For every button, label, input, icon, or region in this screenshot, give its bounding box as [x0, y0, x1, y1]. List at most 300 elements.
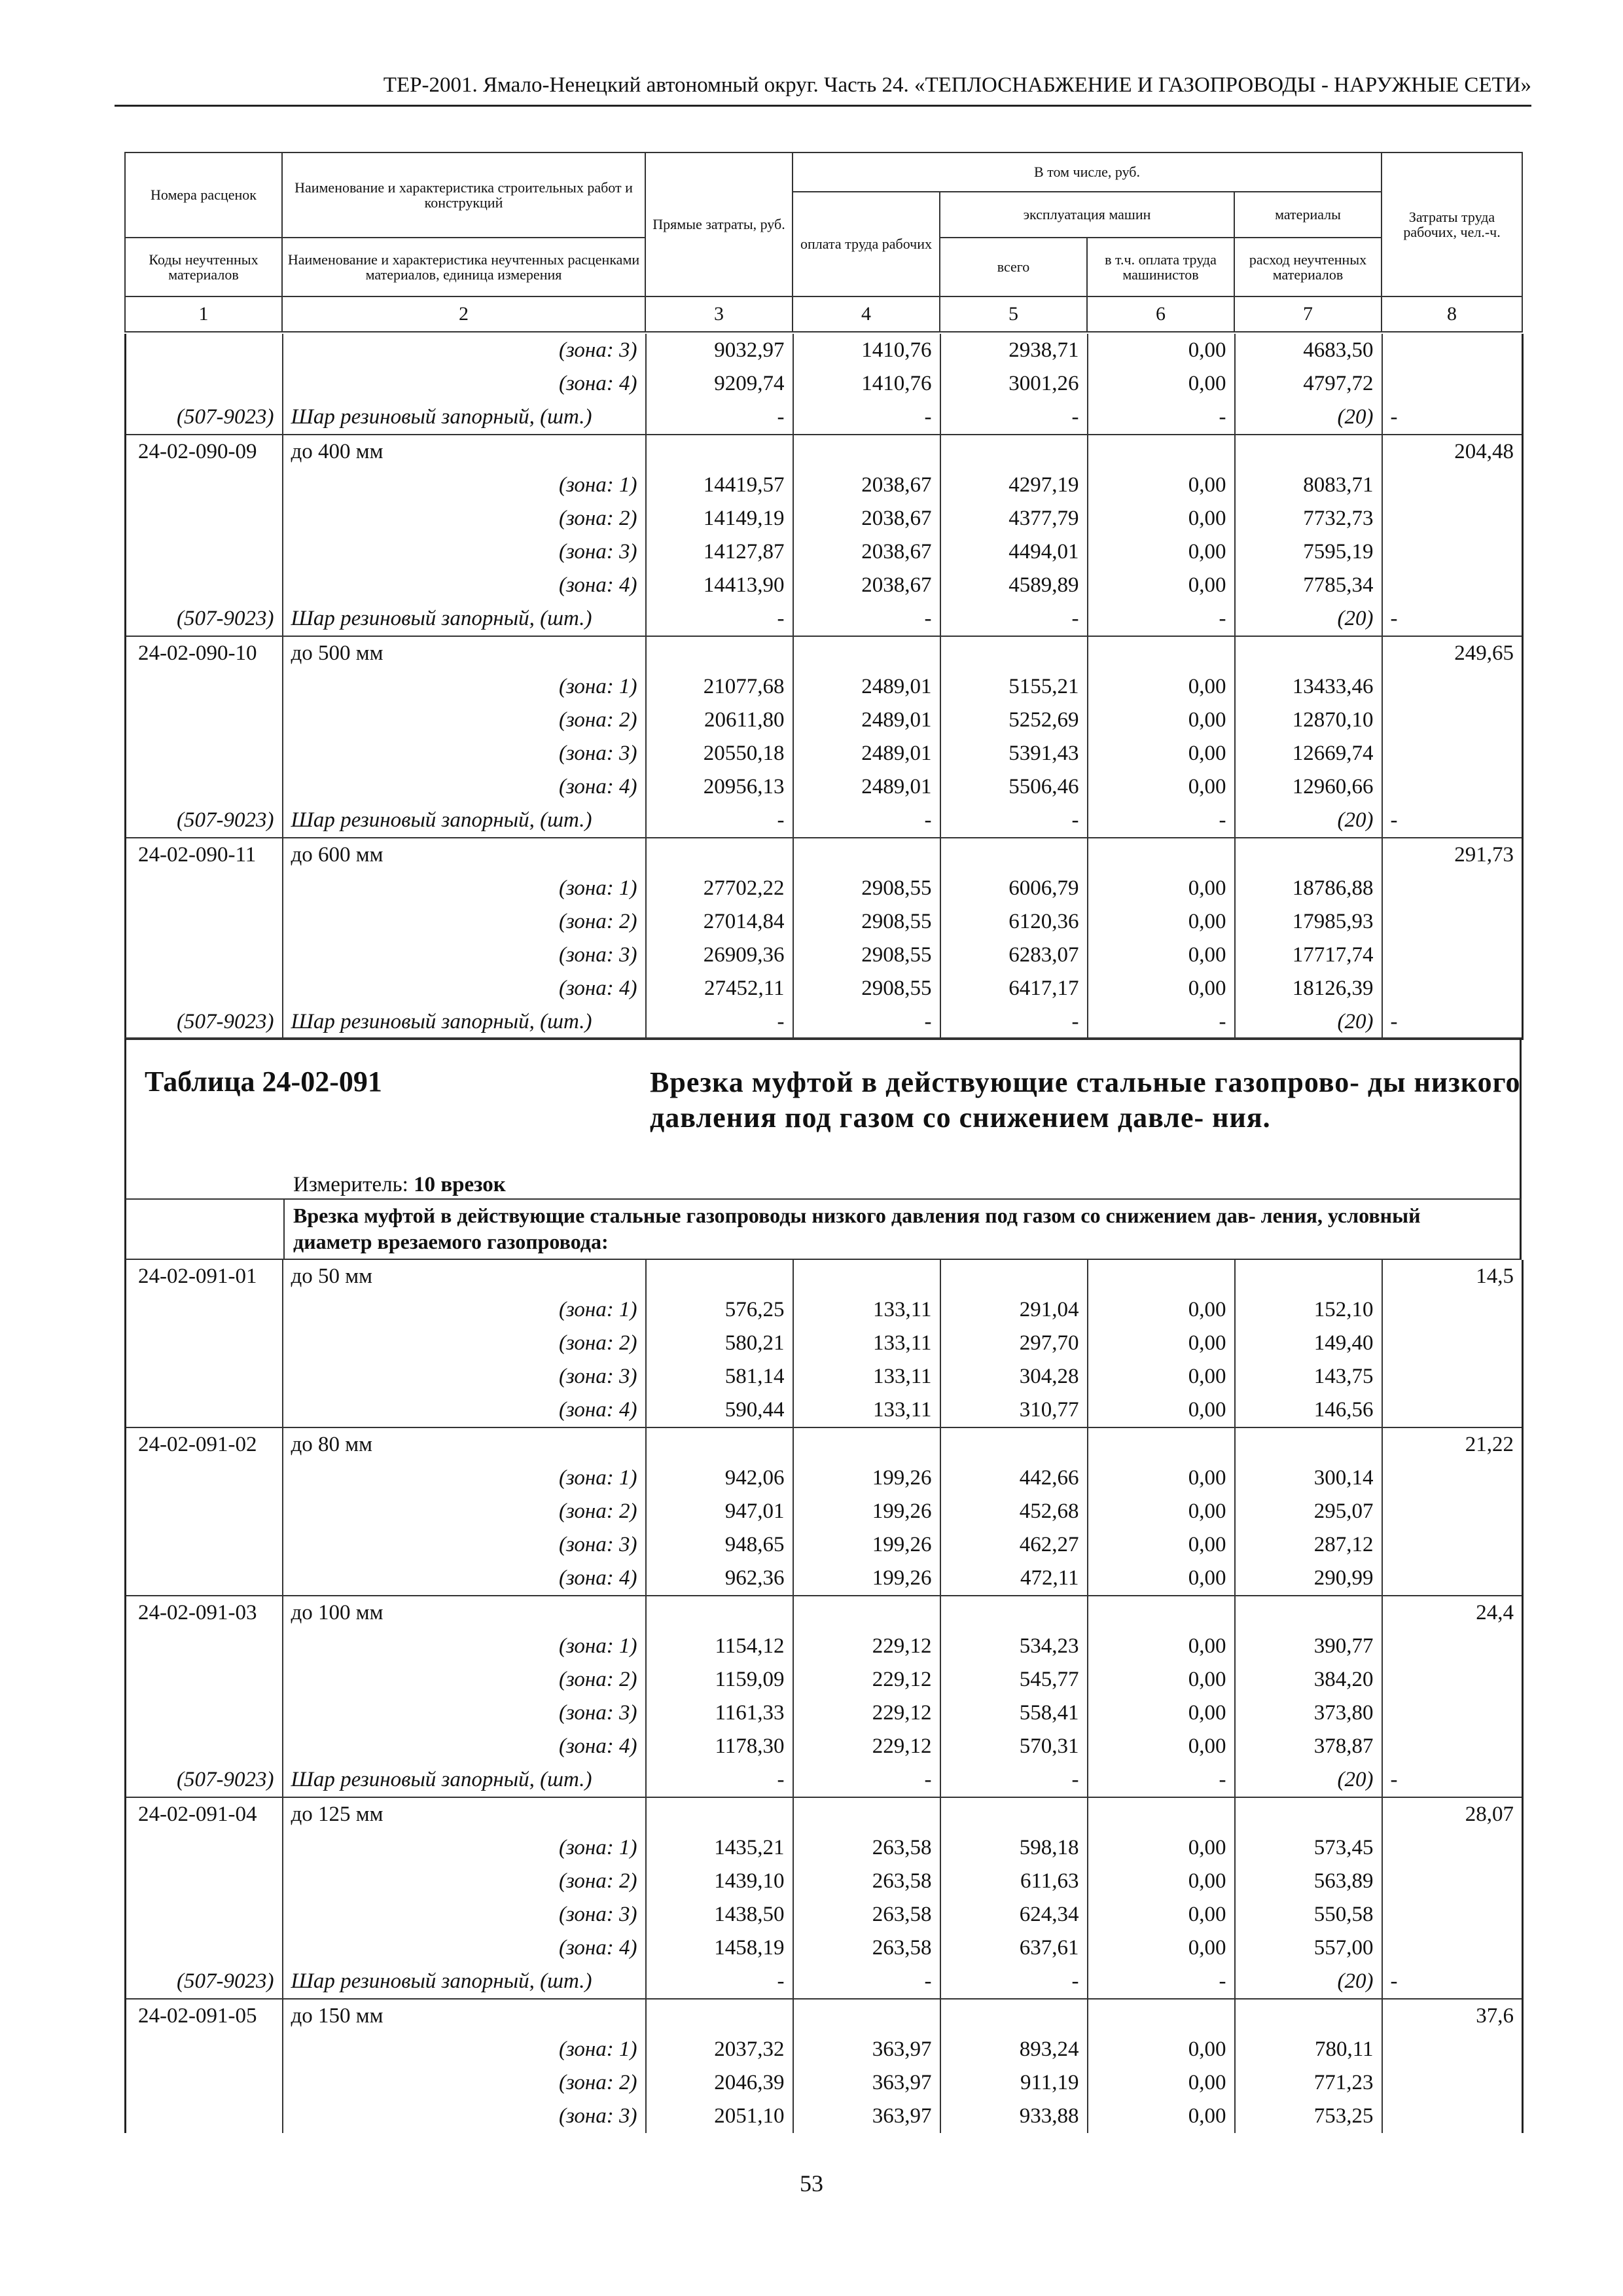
- machines-total: 291,04: [940, 1293, 1088, 1327]
- machinist-pay: -: [1088, 1965, 1235, 1999]
- materials-cost: 7595,19: [1235, 535, 1382, 569]
- labor-cost: -: [1382, 401, 1523, 435]
- empty-cell: [940, 1797, 1088, 1831]
- zone-label: (зона: 4): [283, 569, 646, 602]
- empty-cell: [1382, 1462, 1523, 1495]
- direct-cost: 14149,19: [646, 502, 793, 535]
- machines-total: 6417,17: [940, 972, 1088, 1005]
- worker-pay: 363,97: [793, 2066, 940, 2100]
- table-title-section: [124, 1037, 1522, 1200]
- worker-pay: 2908,55: [793, 939, 940, 972]
- machines-total: -: [940, 1763, 1088, 1797]
- materials-cost: 287,12: [1235, 1528, 1382, 1562]
- empty-cell: [126, 737, 283, 770]
- measure-label: Измеритель:: [293, 1173, 408, 1196]
- machinist-pay: 0,00: [1088, 1831, 1235, 1865]
- worker-pay: 229,12: [793, 1663, 940, 1696]
- empty-cell: [1382, 1495, 1523, 1528]
- measure-value: 10 врезок: [414, 1173, 506, 1196]
- machinist-pay: 0,00: [1088, 469, 1235, 502]
- machinist-pay: 0,00: [1088, 569, 1235, 602]
- worker-pay: 263,58: [793, 1898, 940, 1931]
- worker-pay: 2038,67: [793, 502, 940, 535]
- empty-cell: [126, 1865, 283, 1898]
- material-code: (507-9023): [126, 401, 283, 435]
- empty-cell: [646, 1999, 793, 2033]
- zone-label: (зона: 4): [283, 1562, 646, 1596]
- worker-pay: 363,97: [793, 2100, 940, 2133]
- materials-cost: 146,56: [1235, 1393, 1382, 1427]
- direct-cost: 1439,10: [646, 1865, 793, 1898]
- measure-unit: [293, 1173, 506, 1197]
- empty-cell: [126, 334, 283, 367]
- machines-total: 5391,43: [940, 737, 1088, 770]
- machinist-pay: 0,00: [1088, 1327, 1235, 1360]
- direct-cost: 947,01: [646, 1495, 793, 1528]
- empty-cell: [1382, 2033, 1523, 2066]
- empty-cell: [1382, 770, 1523, 804]
- empty-cell: [126, 1696, 283, 1730]
- material-name: Шар резиновый запорный, (шт.): [283, 804, 646, 838]
- machines-total: 2938,71: [940, 334, 1088, 367]
- worker-pay: 263,58: [793, 1831, 940, 1865]
- zone-label: (зона: 4): [283, 367, 646, 401]
- direct-cost: 1154,12: [646, 1630, 793, 1663]
- machines-total: 6283,07: [940, 939, 1088, 972]
- labor-cost: 24,4: [1476, 1601, 1514, 1624]
- zone-label: (зона: 2): [283, 905, 646, 939]
- intro-divider: [283, 1200, 285, 1259]
- empty-cell: [646, 1427, 793, 1462]
- direct-cost: 27702,22: [646, 872, 793, 905]
- empty-cell: [126, 1630, 283, 1663]
- labor-cost: 249,65: [1454, 641, 1514, 665]
- machines-total: 310,77: [940, 1393, 1088, 1427]
- machines-total: 933,88: [940, 2100, 1088, 2133]
- empty-cell: [126, 1730, 283, 1763]
- rate-header-row: [126, 1260, 1523, 1293]
- worker-pay: 199,26: [793, 1562, 940, 1596]
- machinist-pay: 0,00: [1088, 1495, 1235, 1528]
- worker-pay: 2908,55: [793, 872, 940, 905]
- machinist-pay: 0,00: [1088, 2066, 1235, 2100]
- zone-label: (зона: 1): [283, 469, 646, 502]
- direct-cost: 2051,10: [646, 2100, 793, 2133]
- empty-cell: [1382, 1562, 1523, 1596]
- materials-cost: 378,87: [1235, 1730, 1382, 1763]
- direct-cost: 14413,90: [646, 569, 793, 602]
- empty-cell: [646, 1596, 793, 1630]
- zone-row: [126, 2033, 1523, 2066]
- machines-total: 6006,79: [940, 872, 1088, 905]
- materials-cost: 12870,10: [1235, 704, 1382, 737]
- rate-code: 24-02-090-10: [126, 636, 283, 670]
- worker-pay: 199,26: [793, 1528, 940, 1562]
- zone-label: (зона: 2): [283, 1663, 646, 1696]
- material-row: [126, 804, 1523, 838]
- empty-cell: [793, 838, 940, 872]
- empty-cell: [646, 838, 793, 872]
- direct-cost: 21077,68: [646, 670, 793, 704]
- empty-cell: [126, 1528, 283, 1562]
- materials-cost: 753,25: [1235, 2100, 1382, 2133]
- incl-header: В том числе, руб.: [793, 152, 1382, 192]
- rate-code: 24-02-091-05: [126, 1999, 283, 2033]
- labor-cost: 14,5: [1476, 1265, 1514, 1288]
- machinist-pay: -: [1088, 1763, 1235, 1797]
- zone-row: [126, 2066, 1523, 2100]
- machines-total: 911,19: [940, 2066, 1088, 2100]
- rate-header-row: [126, 435, 1523, 469]
- empty-cell: [1382, 737, 1523, 770]
- zone-row: [126, 770, 1523, 804]
- rate-header-row: [126, 838, 1523, 872]
- materials-cost: (20): [1235, 1965, 1382, 1999]
- empty-cell: [126, 670, 283, 704]
- zone-label: (зона: 3): [283, 535, 646, 569]
- zone-label: (зона: 1): [283, 1293, 646, 1327]
- empty-cell: [940, 636, 1088, 670]
- machines-total: 442,66: [940, 1462, 1088, 1495]
- empty-cell: [1382, 334, 1523, 367]
- materials-cost: 7732,73: [1235, 502, 1382, 535]
- direct-cost: 2037,32: [646, 2033, 793, 2066]
- machines-total: 452,68: [940, 1495, 1088, 1528]
- col2-top: Наименование и характеристика строительных работ и конструкций: [282, 152, 645, 238]
- material-code: (507-9023): [126, 602, 283, 636]
- worker-pay: -: [793, 1005, 940, 1039]
- zone-label: (зона: 1): [283, 670, 646, 704]
- col7: расход неучтенных материалов: [1234, 238, 1382, 296]
- direct-cost: -: [646, 602, 793, 636]
- empty-cell: [940, 1260, 1088, 1293]
- zone-label: (зона: 3): [283, 2100, 646, 2133]
- machinist-pay: 0,00: [1088, 1462, 1235, 1495]
- machinist-pay: 0,00: [1088, 1630, 1235, 1663]
- col-num-5: 5: [940, 296, 1087, 332]
- zone-label: (зона: 4): [283, 770, 646, 804]
- empty-cell: [1088, 838, 1235, 872]
- col6: в т.ч. оплата труда машинистов: [1087, 238, 1234, 296]
- zone-row: [126, 1663, 1523, 1696]
- machinist-pay: 0,00: [1088, 1696, 1235, 1730]
- material-row: [126, 1965, 1523, 1999]
- direct-cost: 27014,84: [646, 905, 793, 939]
- empty-cell: [1235, 1596, 1382, 1630]
- worker-pay: 133,11: [793, 1393, 940, 1427]
- direct-cost: 1458,19: [646, 1931, 793, 1965]
- worker-pay: 2038,67: [793, 469, 940, 502]
- zone-label: (зона: 3): [283, 334, 646, 367]
- worker-pay: 363,97: [793, 2033, 940, 2066]
- materials-cost: 295,07: [1235, 1495, 1382, 1528]
- direct-cost: 14419,57: [646, 469, 793, 502]
- zone-label: (зона: 2): [283, 1495, 646, 1528]
- empty-cell: [126, 704, 283, 737]
- empty-cell: [1382, 704, 1523, 737]
- worker-pay: -: [793, 1763, 940, 1797]
- zone-row: [126, 1495, 1523, 1528]
- labor-cost: 204,48: [1454, 440, 1514, 463]
- machines-total: -: [940, 401, 1088, 435]
- intro-text: Врезка муфтой в действующие стальные газопроводы низкого давления под газом со снижением дав- ления, условный диаметр врезаемого газопровода:: [293, 1204, 1421, 1253]
- empty-cell: [1235, 1260, 1382, 1293]
- material-name: Шар резиновый запорный, (шт.): [283, 602, 646, 636]
- zone-row: [126, 569, 1523, 602]
- empty-cell: [1382, 1393, 1523, 1427]
- machines-header: эксплуатация машин: [940, 192, 1234, 238]
- empty-cell: [126, 1562, 283, 1596]
- machines-total: 5155,21: [940, 670, 1088, 704]
- zone-label: (зона: 4): [283, 1931, 646, 1965]
- empty-cell: [1382, 1865, 1523, 1898]
- materials-cost: (20): [1235, 804, 1382, 838]
- worker-pay: 229,12: [793, 1696, 940, 1730]
- materials-cost: 13433,46: [1235, 670, 1382, 704]
- col5: всего: [940, 238, 1087, 296]
- materials-cost: 373,80: [1235, 1696, 1382, 1730]
- rate-name: до 50 мм: [283, 1260, 646, 1293]
- zone-row: [126, 1831, 1523, 1865]
- rate-code: 24-02-091-04: [126, 1797, 283, 1831]
- machinist-pay: 0,00: [1088, 872, 1235, 905]
- empty-cell: [1382, 2066, 1523, 2100]
- empty-cell: [1088, 1797, 1235, 1831]
- empty-cell: [126, 502, 283, 535]
- machinist-pay: 0,00: [1088, 535, 1235, 569]
- material-row: [126, 602, 1523, 636]
- materials-cost: 12960,66: [1235, 770, 1382, 804]
- machinist-pay: 0,00: [1088, 367, 1235, 401]
- empty-cell: [1382, 1696, 1523, 1730]
- zone-label: (зона: 3): [283, 1528, 646, 1562]
- labor-cost: 37,6: [1476, 2004, 1514, 2028]
- empty-cell: [126, 1931, 283, 1965]
- empty-cell: [126, 1293, 283, 1327]
- zone-label: (зона: 4): [283, 972, 646, 1005]
- material-row: [126, 1763, 1523, 1797]
- rate-header-row: [126, 636, 1523, 670]
- zone-row: [126, 737, 1523, 770]
- worker-pay: 133,11: [793, 1360, 940, 1393]
- machines-total: 6120,36: [940, 905, 1088, 939]
- machines-total: 5506,46: [940, 770, 1088, 804]
- machinist-pay: -: [1088, 401, 1235, 435]
- materials-cost: 143,75: [1235, 1360, 1382, 1393]
- materials-cost: 149,40: [1235, 1327, 1382, 1360]
- worker-pay: 2908,55: [793, 972, 940, 1005]
- machinist-pay: 0,00: [1088, 1931, 1235, 1965]
- rate-code: 24-02-090-09: [126, 435, 283, 469]
- zone-label: (зона: 4): [283, 1393, 646, 1427]
- machines-total: 4297,19: [940, 469, 1088, 502]
- labor-cost: 28,07: [1465, 1803, 1514, 1826]
- direct-cost: -: [646, 1763, 793, 1797]
- machines-total: 598,18: [940, 1831, 1088, 1865]
- direct-cost: 20550,18: [646, 737, 793, 770]
- worker-pay: 199,26: [793, 1462, 940, 1495]
- material-code: (507-9023): [126, 804, 283, 838]
- material-code: (507-9023): [126, 1763, 283, 1797]
- empty-cell: [126, 2100, 283, 2133]
- worker-pay: 2489,01: [793, 670, 940, 704]
- empty-cell: [940, 838, 1088, 872]
- col8: Затраты труда рабочих, чел.-ч.: [1382, 152, 1522, 296]
- worker-pay: 1410,76: [793, 334, 940, 367]
- materials-cost: (20): [1235, 602, 1382, 636]
- empty-cell: [1382, 1730, 1523, 1763]
- direct-cost: 2046,39: [646, 2066, 793, 2100]
- direct-cost: -: [646, 401, 793, 435]
- machinist-pay: 0,00: [1088, 737, 1235, 770]
- materials-cost: 17985,93: [1235, 905, 1382, 939]
- zone-row: [126, 502, 1523, 535]
- worker-pay: 199,26: [793, 1495, 940, 1528]
- empty-cell: [940, 1999, 1088, 2033]
- empty-cell: [1088, 636, 1235, 670]
- table-title: Таблица 24-02-091: [145, 1066, 382, 1098]
- worker-pay: 2038,67: [793, 569, 940, 602]
- col2-bottom: Наименование и характеристика неучтенных расценками материалов, единица измерения: [282, 238, 645, 296]
- worker-pay: 2489,01: [793, 704, 940, 737]
- worker-pay: 1410,76: [793, 367, 940, 401]
- machines-total: 534,23: [940, 1630, 1088, 1663]
- machinist-pay: 0,00: [1088, 1360, 1235, 1393]
- rates-table-part2: [124, 1260, 1524, 2133]
- col3: Прямые затраты, руб.: [645, 152, 793, 296]
- machinist-pay: 0,00: [1088, 2100, 1235, 2133]
- materials-cost: 18786,88: [1235, 872, 1382, 905]
- col1-top: Номера расценок: [125, 152, 282, 238]
- machines-total: 545,77: [940, 1663, 1088, 1696]
- rate-header-row: [126, 1596, 1523, 1630]
- material-code: (507-9023): [126, 1005, 283, 1039]
- rate-name: до 80 мм: [283, 1427, 646, 1462]
- empty-cell: [126, 1327, 283, 1360]
- machines-total: 624,34: [940, 1898, 1088, 1931]
- zone-row: [126, 1327, 1523, 1360]
- machines-total: -: [940, 1965, 1088, 1999]
- rate-code: 24-02-091-03: [126, 1596, 283, 1630]
- materials-cost: 300,14: [1235, 1462, 1382, 1495]
- empty-cell: [126, 1663, 283, 1696]
- rate-code: 24-02-091-02: [126, 1427, 283, 1462]
- machinist-pay: 0,00: [1088, 502, 1235, 535]
- zone-row: [126, 670, 1523, 704]
- empty-cell: [1235, 1999, 1382, 2033]
- direct-cost: 9032,97: [646, 334, 793, 367]
- machines-total: 4494,01: [940, 535, 1088, 569]
- zone-label: (зона: 3): [283, 1360, 646, 1393]
- materials-cost: 4797,72: [1235, 367, 1382, 401]
- zone-row: [126, 535, 1523, 569]
- col-num-6: 6: [1087, 296, 1234, 332]
- direct-cost: -: [646, 804, 793, 838]
- materials-cost: 290,99: [1235, 1562, 1382, 1596]
- running-header: ТЕР-2001. Ямало-Ненецкий автономный округ. Часть 24. «ТЕПЛОСНАБЖЕНИЕ И ГАЗОПРОВОДЫ - НАРУЖНЫЕ СЕТИ»: [383, 73, 1531, 97]
- empty-cell: [1382, 535, 1523, 569]
- machinist-pay: 0,00: [1088, 1898, 1235, 1931]
- zone-label: (зона: 1): [283, 2033, 646, 2066]
- empty-cell: [646, 435, 793, 469]
- empty-cell: [1235, 1797, 1382, 1831]
- empty-cell: [126, 367, 283, 401]
- col-num-2: 2: [282, 296, 645, 332]
- zone-row: [126, 367, 1523, 401]
- material-name: Шар резиновый запорный, (шт.): [283, 1005, 646, 1039]
- zone-row: [126, 1696, 1523, 1730]
- worker-pay: 133,11: [793, 1293, 940, 1327]
- direct-cost: 20611,80: [646, 704, 793, 737]
- empty-cell: [1235, 435, 1382, 469]
- rate-name: до 400 мм: [283, 435, 646, 469]
- col-num-4: 4: [793, 296, 940, 332]
- direct-cost: 942,06: [646, 1462, 793, 1495]
- empty-cell: [1088, 435, 1235, 469]
- col1-bottom: Коды неучтенных материалов: [125, 238, 282, 296]
- empty-cell: [793, 1260, 940, 1293]
- empty-cell: [126, 1393, 283, 1427]
- empty-cell: [1235, 1427, 1382, 1462]
- machinist-pay: 0,00: [1088, 939, 1235, 972]
- machinist-pay: 0,00: [1088, 670, 1235, 704]
- empty-cell: [126, 535, 283, 569]
- labor-cost: -: [1382, 1965, 1523, 1999]
- empty-cell: [126, 2033, 283, 2066]
- rate-code: 24-02-090-11: [126, 838, 283, 872]
- rate-name: до 100 мм: [283, 1596, 646, 1630]
- zone-row: [126, 1528, 1523, 1562]
- direct-cost: -: [646, 1965, 793, 1999]
- worker-pay: 229,12: [793, 1630, 940, 1663]
- empty-cell: [1088, 1260, 1235, 1293]
- empty-cell: [126, 905, 283, 939]
- direct-cost: 581,14: [646, 1360, 793, 1393]
- machinist-pay: -: [1088, 804, 1235, 838]
- empty-cell: [1382, 939, 1523, 972]
- zone-label: (зона: 2): [283, 1865, 646, 1898]
- empty-cell: [1382, 502, 1523, 535]
- zone-row: [126, 1730, 1523, 1763]
- materials-cost: 4683,50: [1235, 334, 1382, 367]
- empty-cell: [793, 1999, 940, 2033]
- machinist-pay: 0,00: [1088, 770, 1235, 804]
- materials-cost: 152,10: [1235, 1293, 1382, 1327]
- empty-cell: [126, 1898, 283, 1931]
- direct-cost: -: [646, 1005, 793, 1039]
- direct-cost: 580,21: [646, 1327, 793, 1360]
- machines-total: 558,41: [940, 1696, 1088, 1730]
- zone-row: [126, 1293, 1523, 1327]
- rate-code: 24-02-091-01: [126, 1260, 283, 1293]
- machines-total: 4589,89: [940, 569, 1088, 602]
- zone-row: [126, 1393, 1523, 1427]
- zone-row: [126, 2100, 1523, 2133]
- zone-row: [126, 1562, 1523, 1596]
- materials-cost: 550,58: [1235, 1898, 1382, 1931]
- direct-cost: 1178,30: [646, 1730, 793, 1763]
- empty-cell: [126, 1360, 283, 1393]
- empty-cell: [1382, 1360, 1523, 1393]
- materials-cost: 563,89: [1235, 1865, 1382, 1898]
- material-code: (507-9023): [126, 1965, 283, 1999]
- zone-row: [126, 872, 1523, 905]
- materials-cost: (20): [1235, 401, 1382, 435]
- empty-cell: [1382, 1931, 1523, 1965]
- worker-pay: 2908,55: [793, 905, 940, 939]
- machinist-pay: 0,00: [1088, 1562, 1235, 1596]
- empty-cell: [1382, 367, 1523, 401]
